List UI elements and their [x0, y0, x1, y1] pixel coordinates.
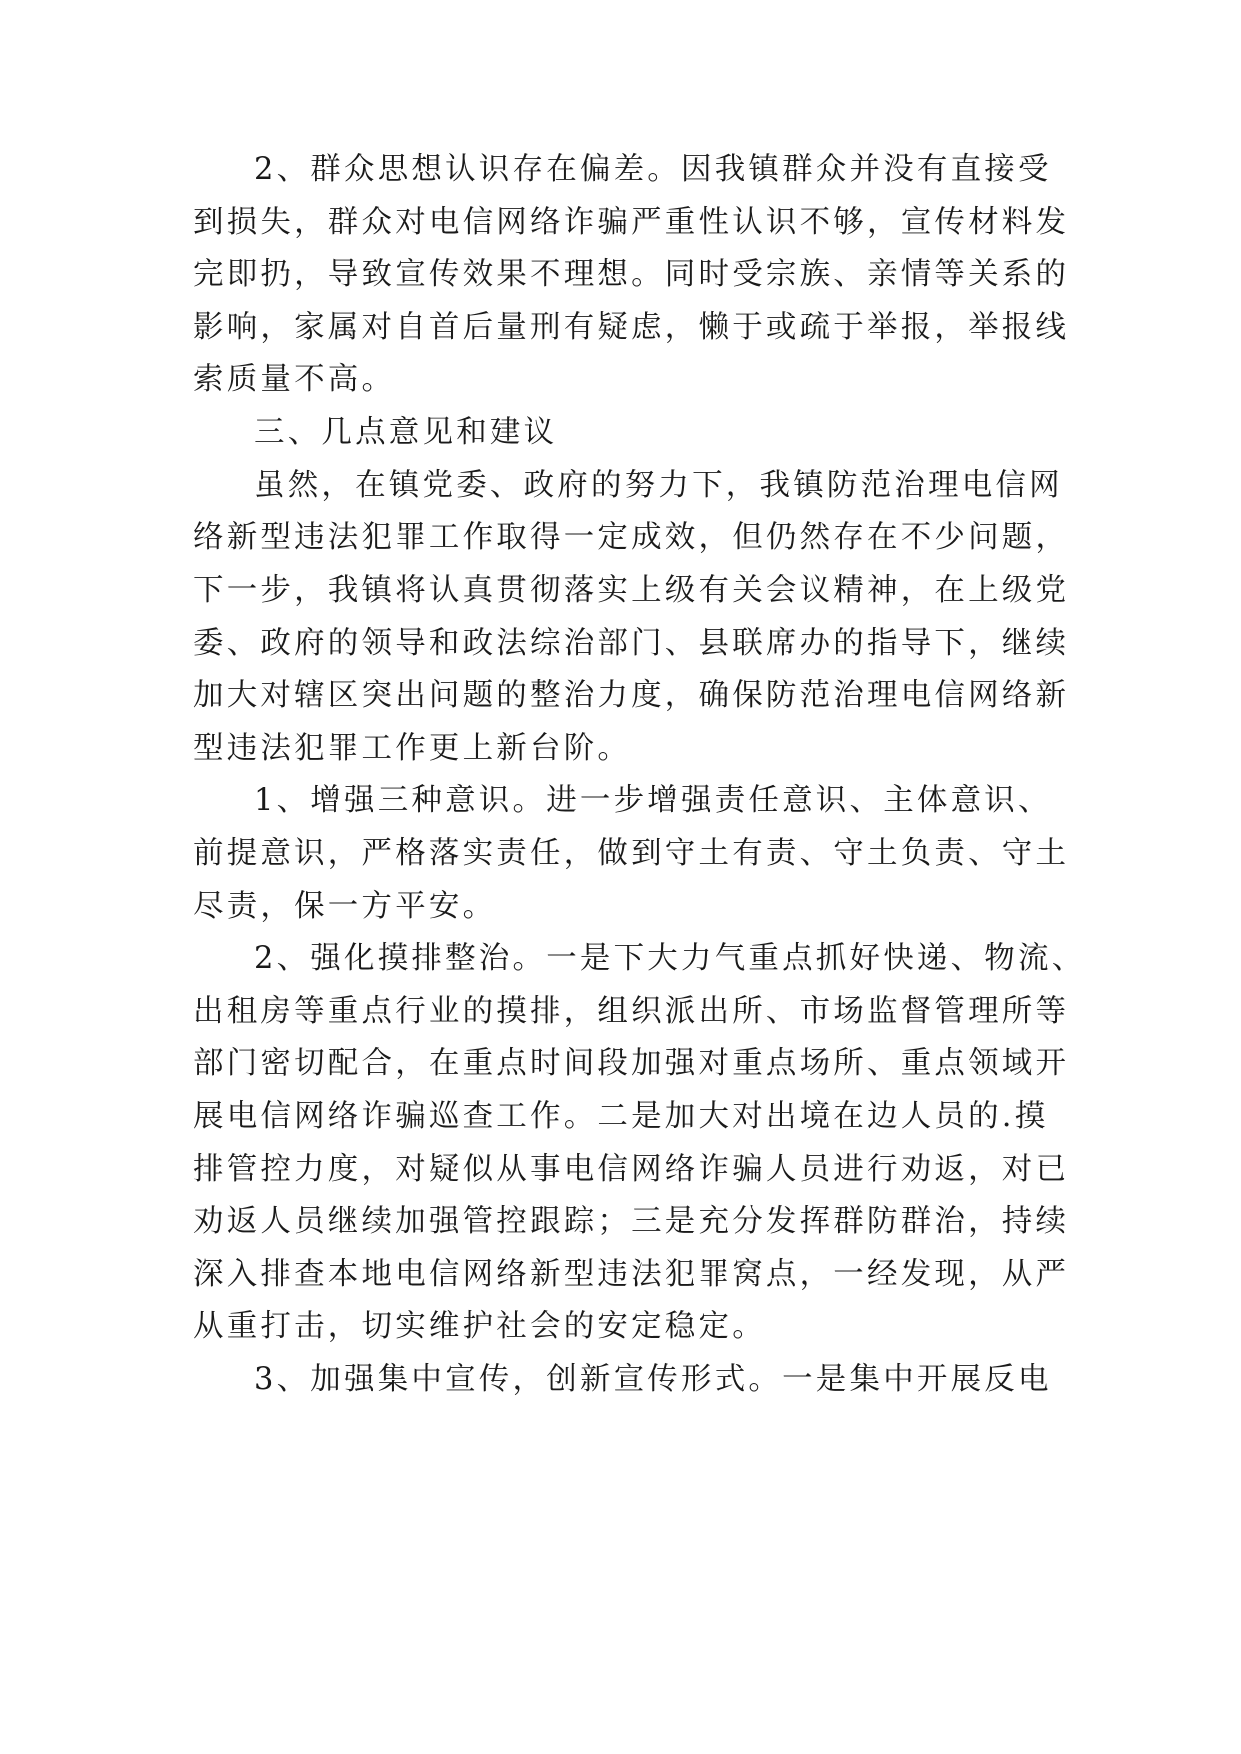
text-line: 排管控力度，对疑似从事电信网络诈骗人员进行劝返，对已 — [193, 1152, 1070, 1187]
text-line: 2、群众思想认识存在偏差。因我镇群众并没有直接受 — [254, 152, 1052, 187]
text-line: 尽责，保一方平安。 — [193, 889, 497, 924]
text-line: 前提意识，严格落实责任，做到守土有责、守土负责、守土 — [193, 836, 1070, 871]
text-line: 出租房等重点行业的摸排，组织派出所、市场监督管理所等 — [193, 994, 1070, 1029]
text-line: 络新型违法犯罪工作取得一定成效，但仍然存在不少问题， — [193, 520, 1070, 555]
text-line: 2、强化摸排整治。一是下大力气重点抓好快递、物流、 — [254, 941, 1086, 976]
text-line: 虽然，在镇党委、政府的努力下，我镇防范治理电信网 — [254, 468, 1063, 503]
text-line: 型违法犯罪工作更上新台阶。 — [193, 731, 632, 766]
text-line: 深入排查本地电信网络新型违法犯罪窝点，一经发现，从严 — [193, 1257, 1070, 1292]
text-line: 从重打击，切实维护社会的安定稳定。 — [193, 1309, 766, 1344]
section-heading: 三、几点意见和建议 — [254, 415, 558, 450]
text-line: 到损失，群众对电信网络诈骗严重性认识不够，宣传材料发 — [193, 205, 1070, 240]
text-line: 索质量不高。 — [193, 362, 396, 397]
text-line: 完即扔，导致宣传效果不理想。同时受宗族、亲情等关系的 — [193, 257, 1070, 292]
text-line: 委、政府的领导和政法综治部门、县联席办的指导下，继续 — [193, 626, 1070, 661]
text-line: 加大对辖区突出问题的整治力度，确保防范治理电信网络新 — [193, 678, 1070, 713]
text-line: 劝返人员继续加强管控跟踪；三是充分发挥群防群治，持续 — [193, 1204, 1070, 1239]
text-line: 1、增强三种意识。进一步增强责任意识、主体意识、 — [254, 783, 1052, 818]
text-line: 3、加强集中宣传，创新宣传形式。一是集中开展反电 — [254, 1362, 1052, 1397]
text-line: 下一步，我镇将认真贯彻落实上级有关会议精神，在上级党 — [193, 573, 1070, 608]
text-line: 展电信网络诈骗巡查工作。二是加大对出境在边人员的.摸 — [193, 1099, 1049, 1134]
text-line: 影响，家属对自首后量刑有疑虑，懒于或疏于举报，举报线 — [193, 310, 1070, 345]
text-line: 部门密切配合，在重点时间段加强对重点场所、重点领域开 — [193, 1046, 1070, 1081]
